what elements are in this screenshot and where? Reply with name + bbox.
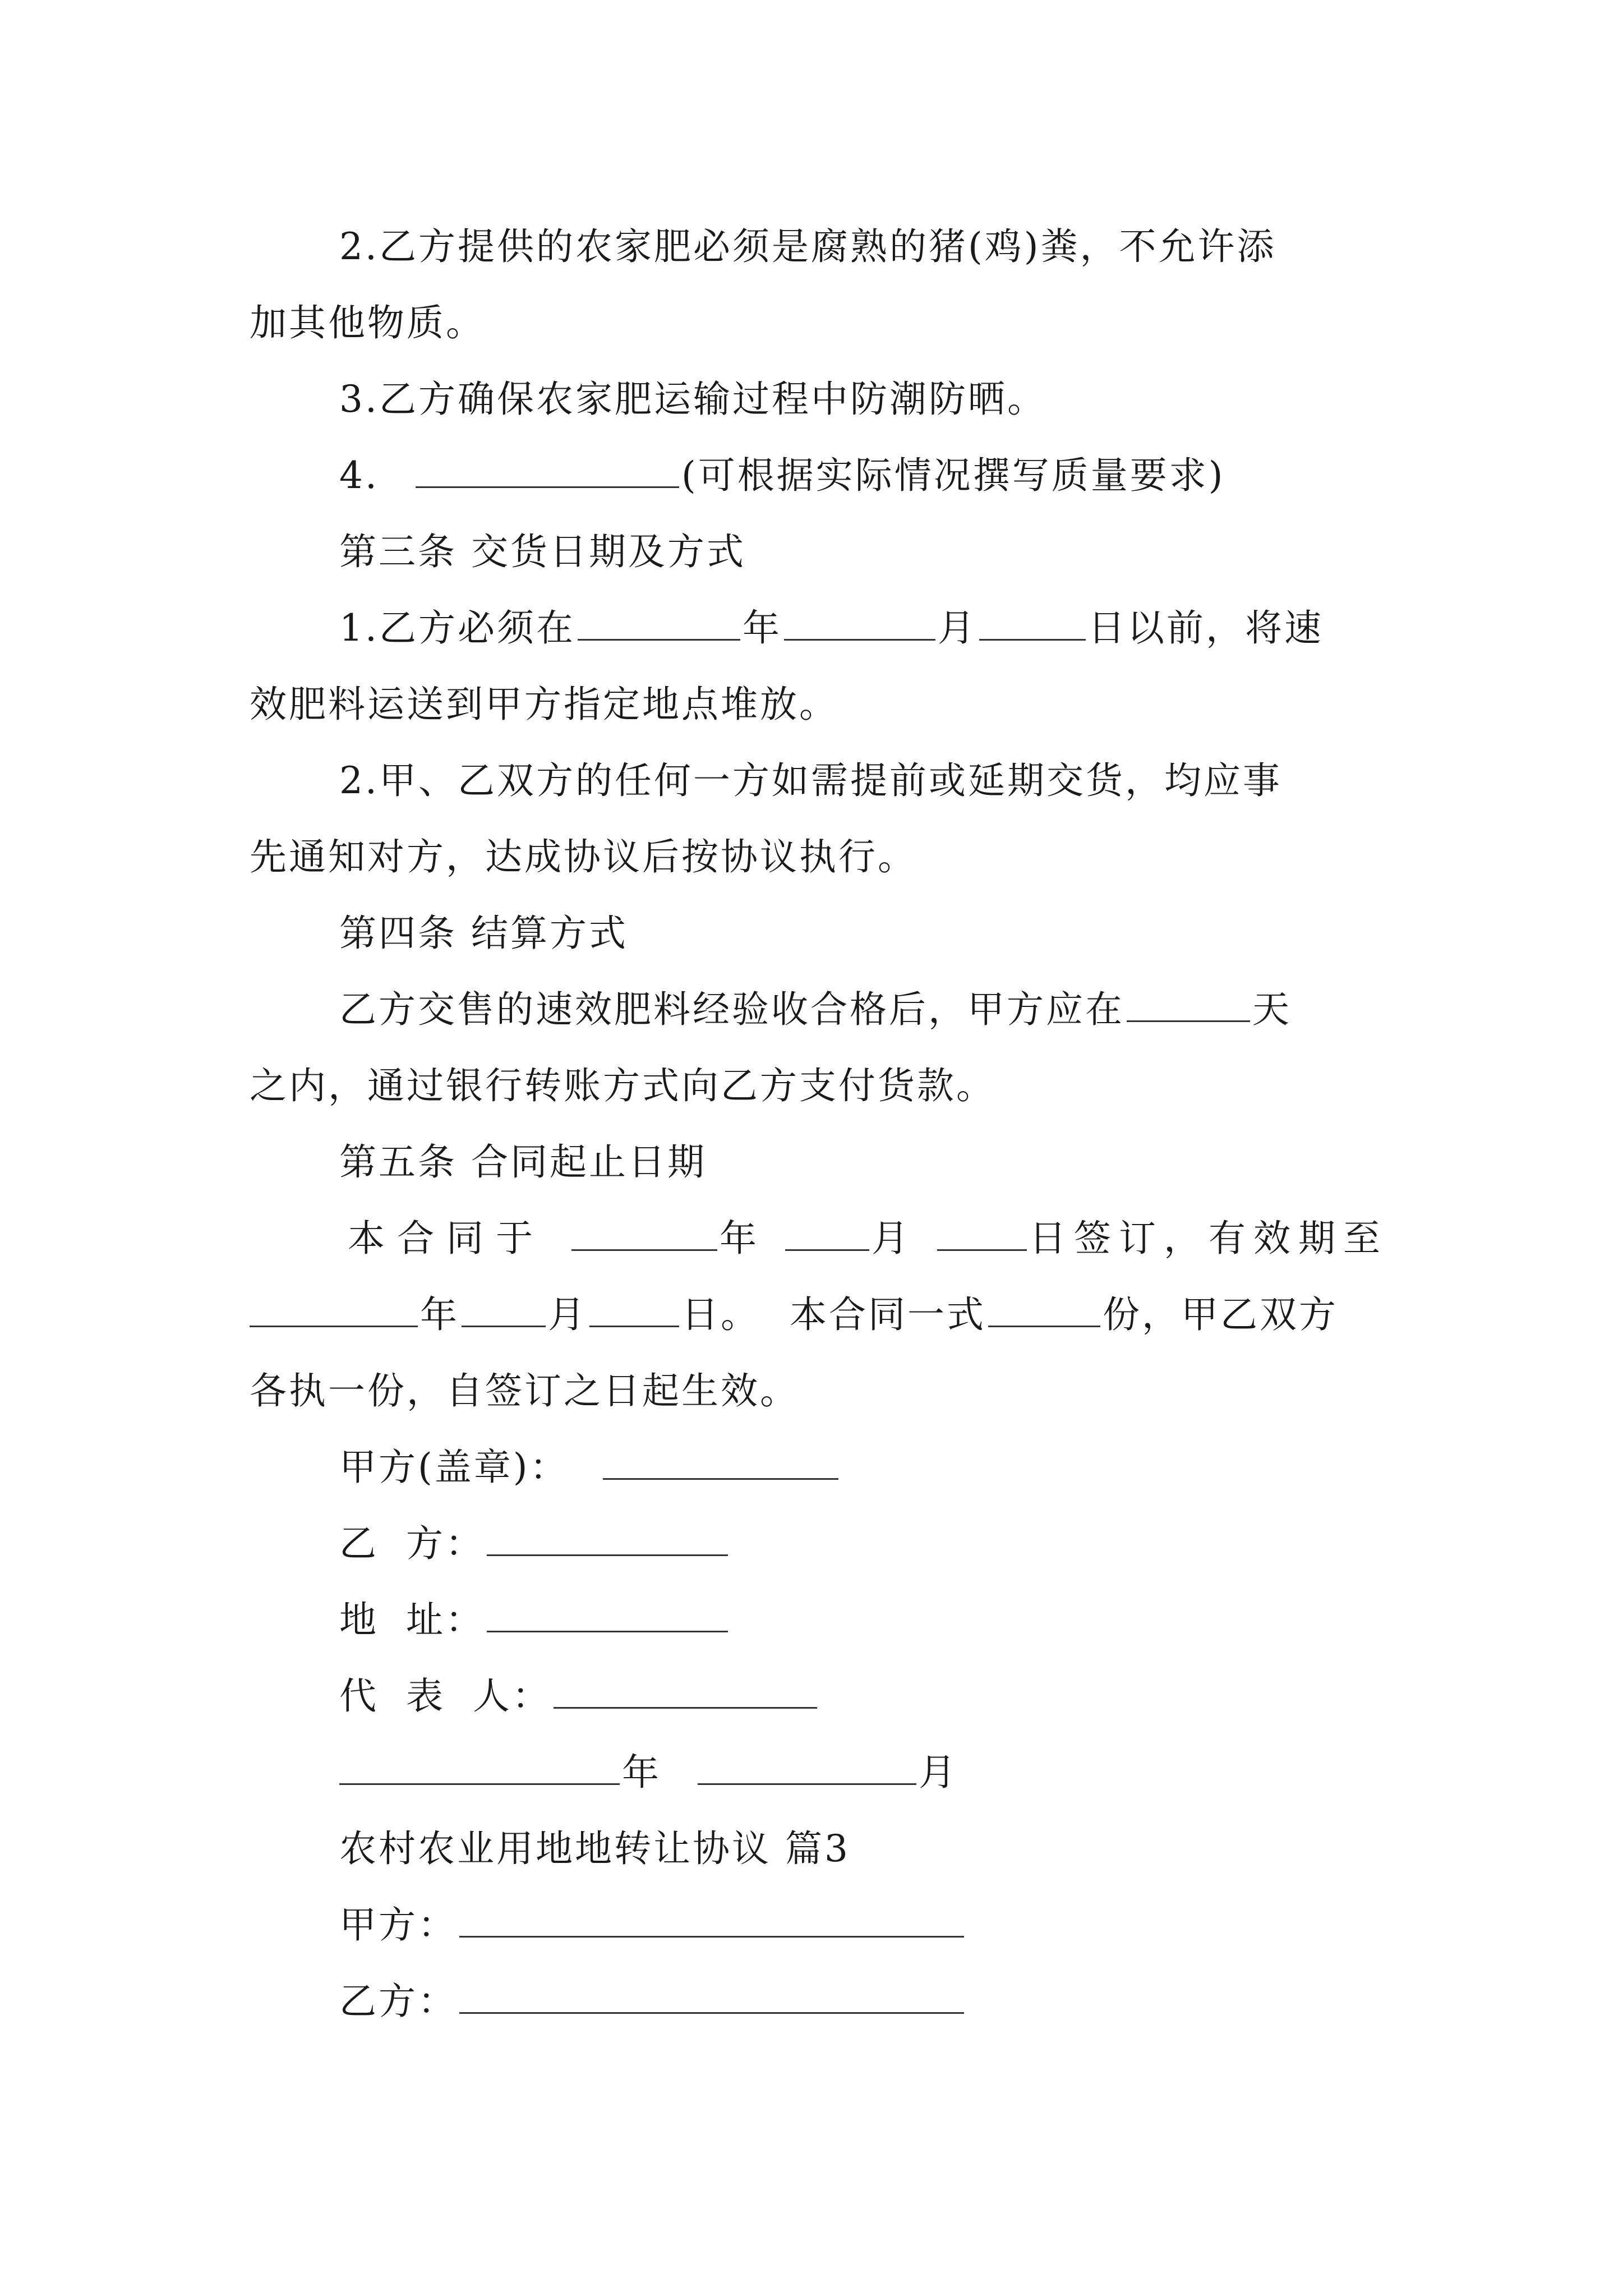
signature-month-label: 月 [918, 1751, 958, 1794]
article4-text-c: 之内，通过银行转账方式向乙方支付货款。 [250, 1064, 995, 1107]
signature-party-a [339, 1441, 1478, 1494]
article5-title-text: 第五条 合同起止日期 [339, 1140, 707, 1184]
party-a-seal-blank [603, 1444, 838, 1480]
deadline-month-label: 月 [937, 606, 977, 650]
article5-text-c: 本合同一式 [789, 1293, 986, 1336]
deadline-day-label: 日以前，将速 [1087, 606, 1324, 650]
section3-party-b [339, 1975, 1478, 2028]
party-b-label: 乙 方： [339, 1522, 485, 1565]
article5-line2 [250, 1288, 1388, 1342]
signature-date [339, 1746, 1478, 1800]
section3-party-a-label: 甲方： [339, 1903, 457, 1947]
article3-p2-text-b: 先通知对方，达成协议后按协议执行。 [250, 835, 917, 878]
signature-representative [339, 1669, 1478, 1723]
payment-days-blank [1127, 987, 1250, 1022]
signature-address [339, 1593, 1478, 1647]
article3-p1-line2 [250, 678, 1388, 731]
article5-line3 [250, 1364, 1388, 1418]
expiry-day-blank [589, 1292, 679, 1327]
section3-party-b-label: 乙方： [339, 1980, 457, 2023]
item3-line [339, 372, 1478, 426]
address-blank [487, 1597, 728, 1632]
article3-p2-line1 [339, 754, 1478, 808]
article4-title-text: 第四条 结算方式 [339, 912, 628, 955]
expiry-day-label: 日。 [681, 1293, 760, 1336]
article3-p2-text-a: 2.甲、乙双方的任何一方如需提前或延期交货，均应事 [339, 759, 1282, 802]
article3-p1-text-b: 效肥料运送到甲方指定地点堆放。 [250, 683, 838, 726]
representative-label: 代 表 人： [339, 1674, 551, 1718]
article5-text-a: 本合同于 [348, 1217, 545, 1260]
article5-title [339, 1135, 1478, 1189]
section3-party-a-blank [459, 1902, 964, 1938]
sign-month-blank [785, 1216, 869, 1251]
item2-line1 [339, 220, 1478, 274]
expiry-month-label: 月 [548, 1293, 587, 1336]
article5-text-e: 各执一份，自签订之日起生效。 [250, 1369, 799, 1412]
expiry-year-blank [250, 1292, 418, 1327]
section3-party-b-blank [459, 1978, 964, 2014]
deadline-month-blank [784, 605, 935, 641]
sign-month-label: 月 [872, 1217, 911, 1260]
article4-p-line2 [250, 1059, 1388, 1113]
expiry-month-blank [462, 1292, 546, 1327]
signature-party-b [339, 1517, 1478, 1571]
item2-text-cont: 加其他物质。 [250, 301, 485, 344]
deadline-day-blank [979, 605, 1086, 641]
address-label: 地 址： [339, 1598, 485, 1641]
article3-p1-line1 [339, 601, 1478, 655]
item2-text: 2.乙方提供的农家肥必须是腐熟的猪(鸡)粪，不允许添 [339, 225, 1276, 268]
article3-p2-line2 [250, 830, 1388, 884]
expiry-year-label: 年 [420, 1293, 459, 1336]
sign-year-blank [571, 1216, 717, 1251]
article5-text-b: 日签订，有效期至 [1029, 1217, 1388, 1260]
item2-line2 [250, 296, 1388, 350]
item4-note: (可根据实际情况撰写质量要求) [681, 454, 1225, 497]
representative-blank [554, 1673, 817, 1709]
article4-title [339, 907, 1478, 960]
party-b-blank [487, 1521, 728, 1556]
item3-text: 3.乙方确保农家肥运输过程中防潮防晒。 [339, 378, 1046, 421]
deadline-year-blank [578, 605, 740, 641]
item4-line [339, 449, 1478, 503]
sign-day-blank [937, 1216, 1027, 1251]
copies-blank [988, 1292, 1100, 1327]
article3-p1-text-a: 1.乙方必须在 [339, 606, 575, 650]
deadline-year-label: 年 [742, 606, 782, 650]
article5-line1 [348, 1212, 1388, 1266]
signature-year-label: 年 [622, 1751, 661, 1794]
section3-title-text: 农村农业用地地转让协议 篇3 [339, 1827, 850, 1870]
sign-year-label: 年 [720, 1217, 759, 1260]
section3-title [339, 1822, 1478, 1876]
article3-title-text: 第三条 交货日期及方式 [339, 530, 746, 573]
article5-text-d: 份，甲乙双方 [1102, 1293, 1338, 1336]
signature-month-blank [698, 1750, 916, 1785]
signature-year-blank [339, 1750, 620, 1785]
item4-blank [416, 453, 679, 488]
party-a-seal-label: 甲方(盖章)： [339, 1446, 569, 1489]
article3-title [339, 525, 1478, 579]
item4-number: 4. [339, 454, 379, 497]
section3-party-a [339, 1898, 1478, 1952]
article4-text-b: 天 [1252, 988, 1292, 1031]
article4-text-a: 乙方交售的速效肥料经验收合格后，甲方应在 [339, 988, 1124, 1031]
article4-p-line1 [339, 983, 1478, 1037]
